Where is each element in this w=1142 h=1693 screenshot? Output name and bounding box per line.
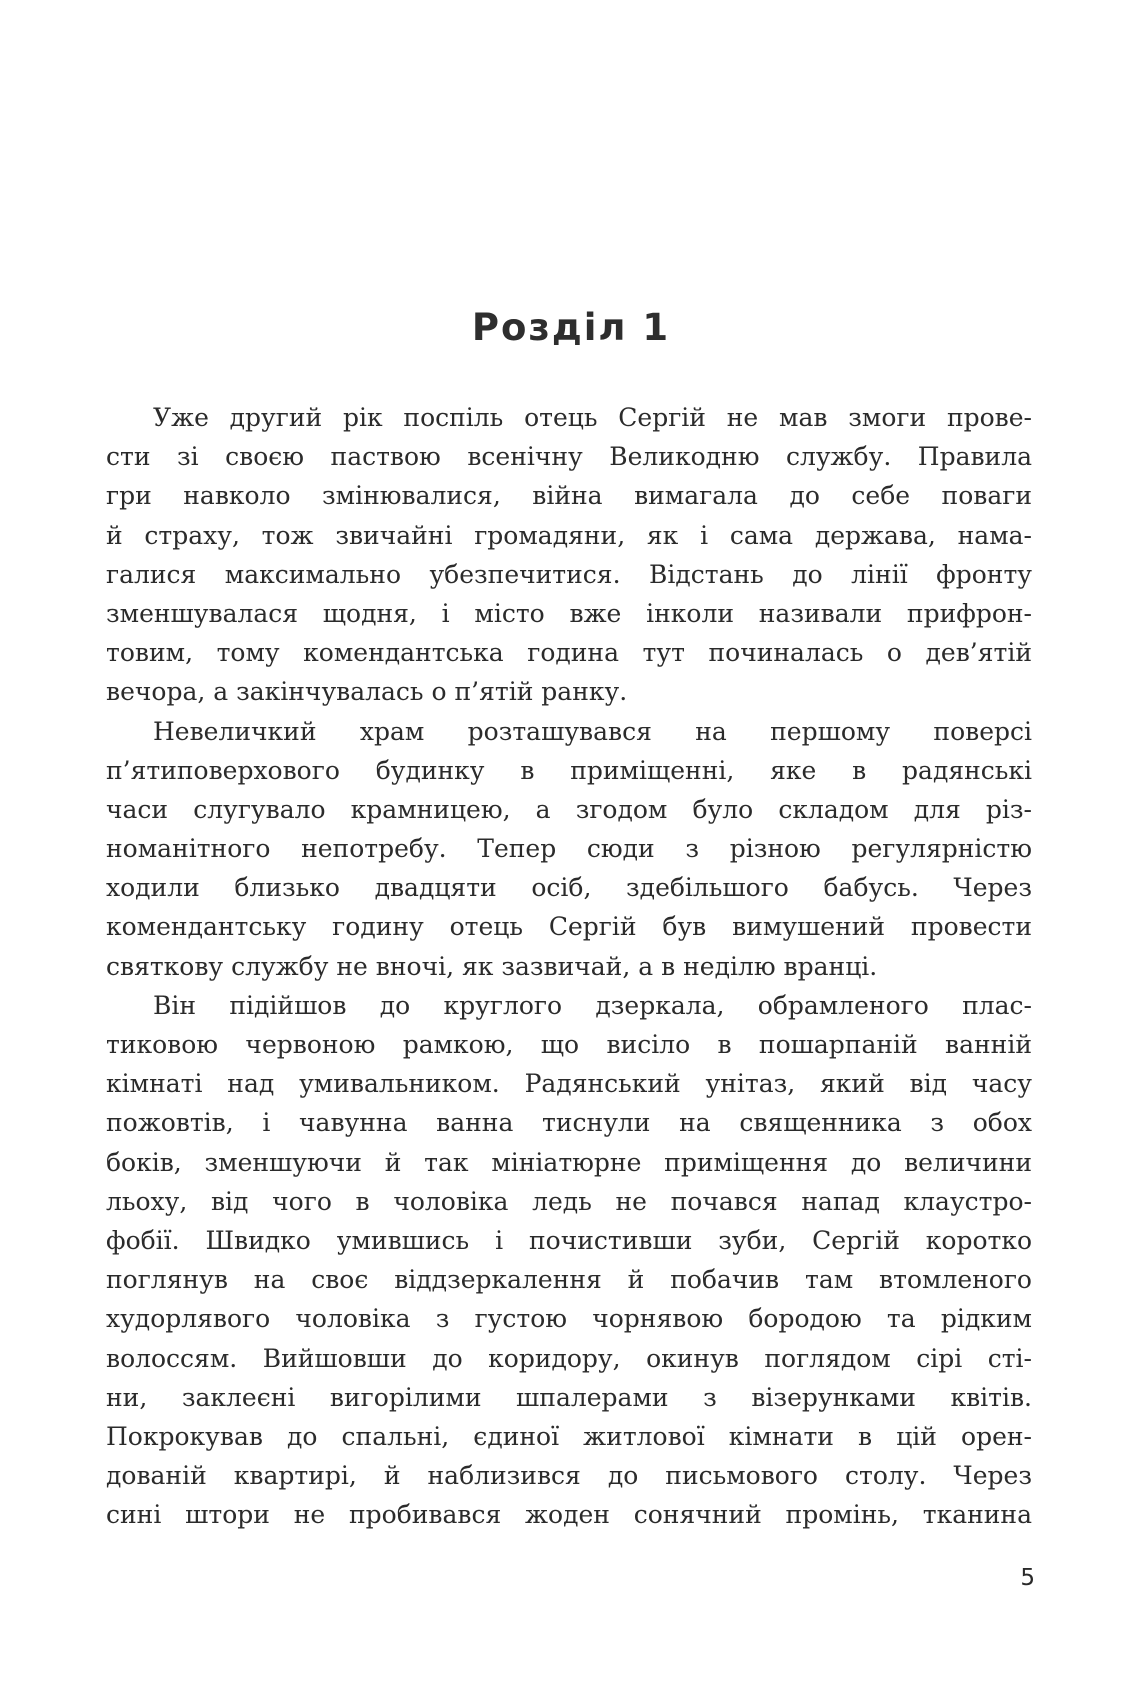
text-line: сти зі своєю паствою всенічну Великодню службу. Правила [106,442,1032,472]
text-line: Невеличкий храм розташувався на першому поверсі [153,716,1032,746]
text-line: поглянув на своє віддзеркалення й побачив там втомленого [106,1265,1032,1295]
text-line: дованій квартирі, й наблизився до письмового столу. Через [106,1461,1032,1491]
text-line: сині штори не пробивався жоден сонячний промінь, тканина [106,1500,1032,1530]
text-line: святкову службу не вночі, як зазвичай, а в неділю вранці. [106,951,878,981]
text-line: номанітного непотребу. Тепер сюди з різною регулярністю [106,834,1032,864]
chapter-title: Розділ 1 [471,306,671,349]
text-line: тиковою червоною рамкою, що висіло в пошарпаній ванній [106,1030,1032,1059]
text-line: гри навколо змінювалися, війна вимагала до себе поваги [106,481,1032,511]
text-line: кімнаті над умивальником. Радянський унітаз, який від часу [106,1069,1032,1099]
text-line: часи слугувало крамницею, а згодом було складом для різ- [106,794,1032,824]
text-line: ходили близько двадцяти осіб, здебільшого бабусь. Через [106,873,1032,903]
text-line: пожовтів, і чавунна ванна тиснули на священника з обох [106,1108,1032,1138]
text-line: худорлявого чоловіка з густою чорнявою бородою та рідким [106,1304,1032,1334]
text-line: Покрокував до спальні, єдиної житлової кімнати в цій орен- [106,1421,1032,1451]
text-line: волоссям. Вийшовши до коридору, окинув поглядом сірі сті- [106,1343,1032,1373]
page-number: 5 [1020,1565,1035,1591]
text-line: вечора, а закінчувалась о п’ятій ранку. [106,677,628,707]
text-line: фобії. Швидко умившись і почистивши зуби, Сергій коротко [106,1225,1032,1255]
text-line: п’ятиповерхового будинку в приміщенні, яке в радянські [106,755,1032,785]
text-line: льоху, від чого в чоловіка ледь не почався напад клаустро- [106,1186,1032,1216]
body-text [106,398,1032,1534]
text-line: зменшувалася щодня, і місто вже інколи називали прифрон- [106,598,1032,628]
text-line: й страху, тож звичайні громадяни, як і сама держава, нама- [106,520,1032,550]
text-line: Уже другий рік поспіль отець Сергій не мав змоги прове- [153,403,1032,432]
text-line: боків, зменшуючи й так мініатюрне приміщення до величини [106,1147,1032,1177]
text-line: комендантську годину отець Сергій був вимушений провести [106,912,1032,942]
text-line: ни, заклеєні вигорілими шпалерами з візерунками квітів. [106,1382,1032,1412]
text-line: товим, тому комендантська година тут починалась о дев’ятій [106,638,1032,668]
text-line: галися максимально убезпечитися. Відстань до лінії фронту [106,559,1032,589]
text-line: Він підійшов до круглого дзеркала, обрамленого плас- [153,990,1032,1020]
